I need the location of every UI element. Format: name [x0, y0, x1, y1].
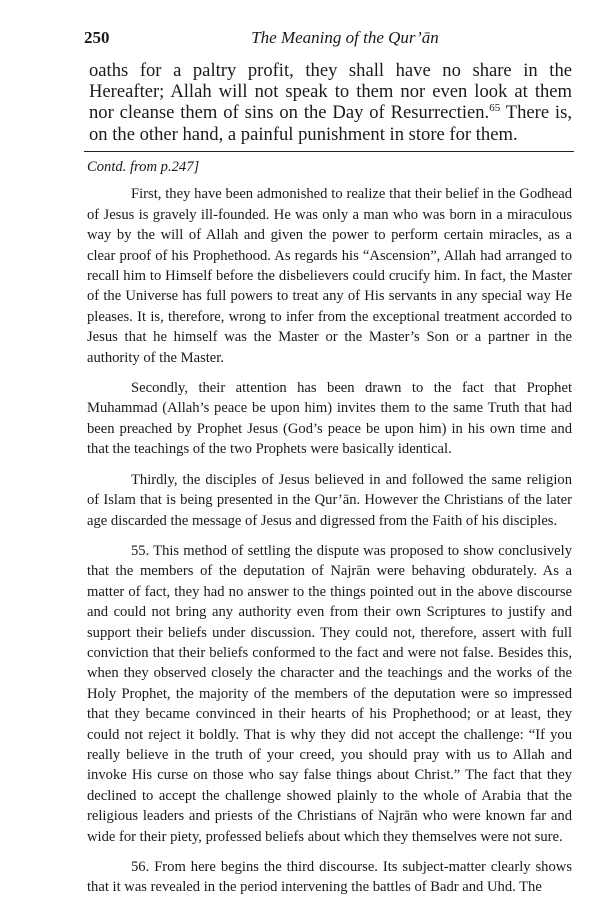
- footnote-reference: 65: [489, 102, 501, 115]
- verse-translation: [89, 60, 572, 145]
- verse-text: oaths for a paltry profit, they shall have no share in the Hereafter; Allah will not speak to them nor even look at them nor cleanse them of sins on the Day of Resurrectien.: [89, 60, 572, 124]
- commentary-paragraph: 55. This method of settling the dispute was proposed to show conclusively that the members of the deputation of Najrān were behaving obdurately. As a matter of fact, they had no answer to the things pointed out in the above discourse and could not bring any authority even from their own Scriptures to justify and support their beliefs under discussion. They could not, therefore, assert with full conviction that their beliefs conformed to the fact and were not false. Besides this, when they observed closely the character and the teachings and the works of the Holy Prophet, the majority of the members of the deputation were so impressed that they became convinced in their hearts of his Prophethood; or at least, they could not reject it boldly. That is why they did not accept the challenge: “If you really believe in the truth of your creed, you should pray with us to Allah and invoke His curse on those who say false things about Christ.” The fact that they declined to accept the challenge showed plainly to the whole of Arabia that the religious leaders and priests of the Christians of Najrān who were known far and wide for their piety, professed beliefs about which they themselves were not sure.: [87, 542, 572, 845]
- running-title: The Meaning of the Qur’ān: [251, 28, 439, 47]
- verse-text-continued: There is, on the other hand, a painful punishment in store for them.: [89, 102, 572, 145]
- commentary-paragraph: Secondly, their attention has been drawn to the fact that Prophet Muhammad (Allah’s peace be upon him) invites them to the same Truth that had been preached by Prophet Jesus (God’s peace be upon him) in his own time and that the teachings of the two Prophets were basically identical.: [87, 380, 572, 458]
- section-divider: [84, 151, 574, 152]
- page-number: 250: [84, 28, 110, 47]
- commentary-paragraph: 56. From here begins the third discourse. Its subject-matter clearly shows that it was revealed in the period intervening the battles of Badr and Uhd. The: [87, 859, 572, 896]
- page-header: [84, 28, 576, 50]
- commentary-paragraph: First, they have been admonished to realize that their belief in the Godhead of Jesus is gravely ill-founded. He was only a man who was born in a miraculous way by the will of Allah and given the power to perform certain miracles, as a clear proof of his Prophethood. As regards his “Ascension”, Allah had arranged to recall him to Himself before the disbelievers could crucify him. In fact, the Master of the Universe has full powers to treat any of His servants in any special way He pleases. It is, therefore, wrong to infer from the exceptional treatment accorded to Jesus that he himself was the Master or the Master’s Son or a partner in the authority of the Master.: [87, 186, 572, 366]
- commentary-notes: [87, 157, 572, 908]
- continued-note: Contd. from p.247]: [87, 159, 200, 175]
- commentary-paragraph: Thirdly, the disciples of Jesus believed in and followed the same religion of Islam that is being presented in the Qur’ān. However the Christians of the later age discarded the message of Jesus and digressed from the Faith of his disciples.: [87, 471, 572, 529]
